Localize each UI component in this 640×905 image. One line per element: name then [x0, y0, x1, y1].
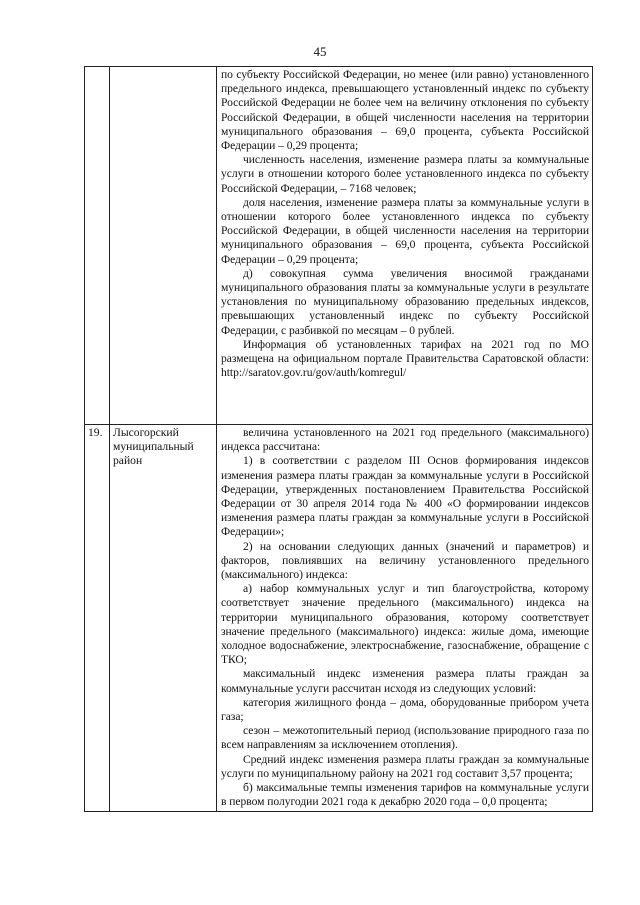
row-number-cell: 19. [85, 425, 110, 812]
paragraph: Информация об установленных тарифах на 2021 год по МО размещена на официальном портале Правительства Саратовской области: http://saratov.gov.ru/gov/auth/komregul/ [221, 337, 589, 380]
paragraph: сезон – межотопительный период (использование природного газа по всем направлениям за исключением отопления). [221, 724, 589, 752]
paragraph: максимальный индекс изменения размера платы граждан за коммунальные услуги рассчитан исходя из следующих условий: [221, 667, 589, 695]
municipal-index-table [84, 66, 593, 812]
paragraph: доля населения, изменение размера платы за коммунальные услуги в отношении которого более установленного индекса по субъекту Российской Федерации, в общей численности населения на территории муниципального образования – 69,0 процента, субъекта Российской Федерации – 0,29 процента; [221, 195, 589, 266]
paragraph: д) совокупная сумма увеличения вносимой гражданами муниципального образования платы за коммунальные услуги в результате установления по муниципальному образованию предельных индексов, превышающих установленный индекс по субъекту Российской Федерации, с разбивкой по месяцам – 0 рублей. [221, 266, 589, 337]
paragraph: по субъекту Российской Федерации, но менее (или равно) установленного предельного индекса, превышающего установленный индекс по субъекту Российской Федерации не более чем на величину отклонения по субъекту Российской Федерации, в общей численности населения на территории муниципального образования – 69,0 процента, субъекта Российской Федерации – 0,29 процента; [221, 68, 589, 153]
paragraph: величина установленного на 2021 год предельного (максимального) индекса рассчитана: [221, 426, 589, 454]
description-cell [217, 425, 593, 812]
description-cell [217, 67, 593, 425]
paragraph: б) максимальные темпы изменения тарифов на коммунальные услуги в первом полугодии 2021 года к декабрю 2020 года – 0,0 процента; [221, 781, 589, 809]
municipality-name-cell: Лысогорский муниципальный район [110, 425, 217, 812]
paragraph: 1) в соответствии с разделом III Основ формирования индексов изменения размера платы граждан за коммунальные услуги в Российской Федерации, утвержденных постановлением Правительства Российской Федерации от 30 апреля 2014 года № 400 «О формировании индексов изменения размера платы граждан за коммунальные услуги в Российской Федерации»; [221, 454, 589, 539]
paragraph: Средний индекс изменения размера платы граждан за коммунальные услуги по муниципальному району на 2021 год составит 3,57 процента; [221, 752, 589, 780]
table-row-19 [85, 425, 593, 812]
municipality-name-cell [110, 67, 217, 425]
row-number-cell [85, 67, 110, 425]
paragraph: 2) на основании следующих данных (значений и параметров) и факторов, повлиявших на величину установленного предельного (максимального) индекса: [221, 539, 589, 582]
paragraph: численность населения, изменение размера платы за коммунальные услуги в отношении которого более установленного индекса по субъекту Российской Федерации, – 7168 человек; [221, 153, 589, 195]
table-row-continuation [85, 67, 593, 425]
paragraph: а) набор коммунальных услуг и тип благоустройства, которому соответствует значение предельного (максимального) индекса на территории муниципального образования, которому соответствует значение предельного (максимального) индекса: жилые дома, имеющие холодное водоснабжение, электроснабжение, газоснабжение, обращение с ТКО; [221, 582, 589, 667]
page-number: 45 [313, 44, 327, 59]
paragraph: категория жилищного фонда – дома, оборудованные прибором учета газа; [221, 695, 589, 724]
